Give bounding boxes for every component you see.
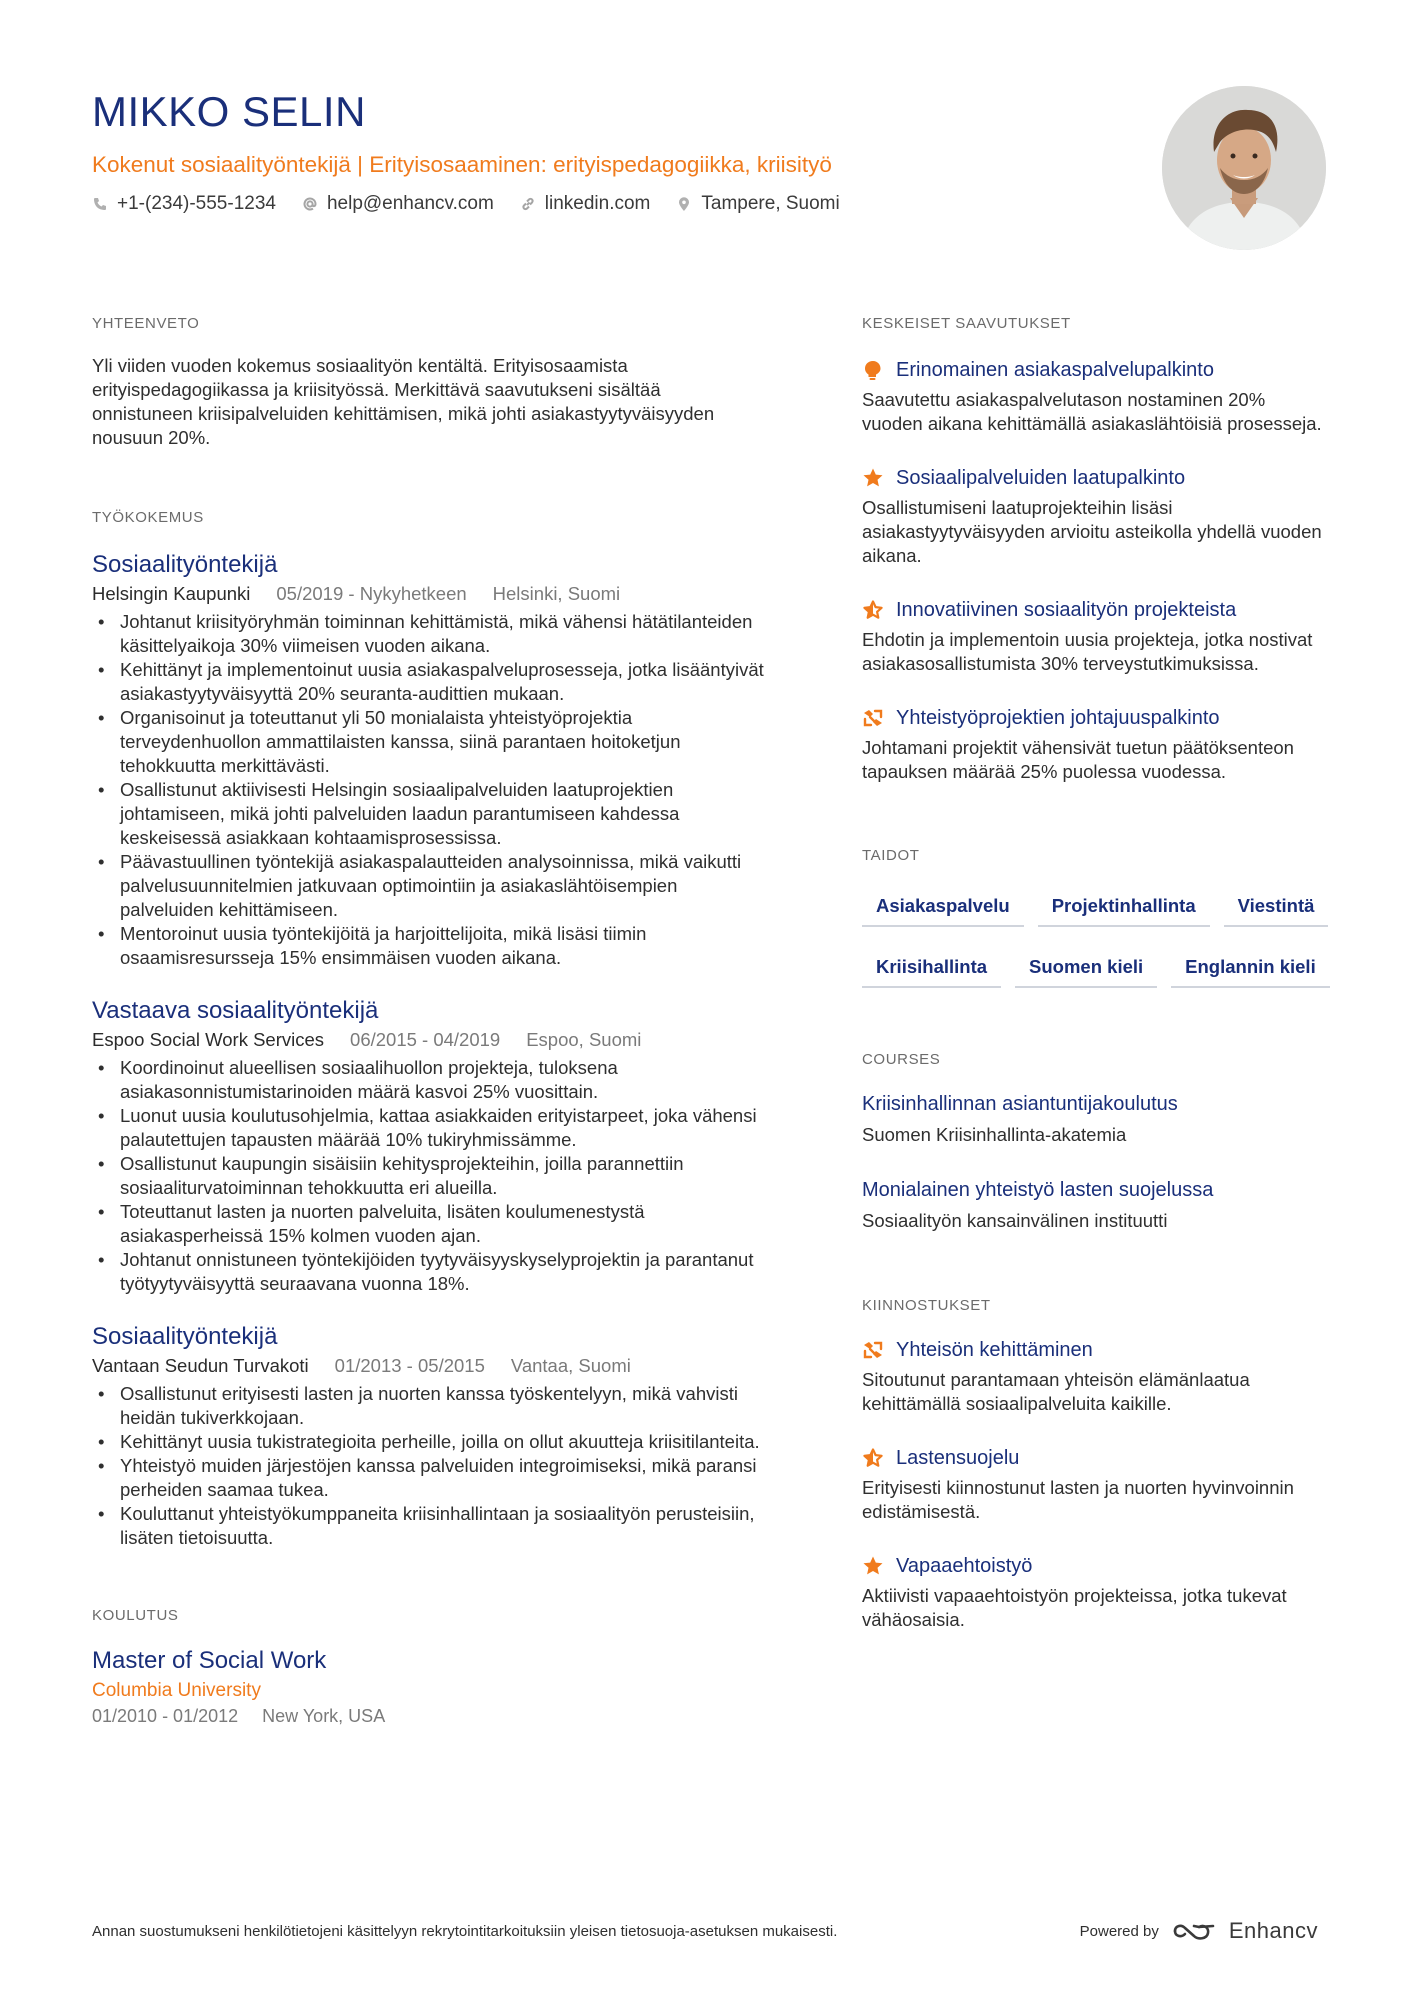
skill-tag: Suomen kieli [1015, 949, 1157, 988]
job-bullets [92, 1382, 792, 1550]
interest-desc: Erityisesti kiinnostunut lasten ja nuorten hyvinvoinnin edistämisestä. [862, 1477, 1294, 1522]
interests-heading: KIINNOSTUKSET [862, 1297, 991, 1314]
phone-icon [92, 196, 108, 212]
achievement-item [862, 464, 1332, 568]
job-meta [92, 1354, 792, 1378]
job-location: Helsinki, Suomi [492, 583, 621, 604]
candidate-title: Kokenut sosiaalityöntekijä | Erityisosaaminen: erityispedagogiikka, kriisityö [92, 152, 832, 177]
profile-photo [1162, 86, 1326, 250]
job-entry [92, 996, 792, 1296]
bullet-item: • Osallistunut aktiivisesti Helsingin sosiaalipalveluiden laatuprojektien johtamiseen, mikä johti palveluiden laadun parantumiseen kahdessa keskeisessä asiakkaan kohtaamisprosessissa. [92, 778, 772, 850]
interest-desc: Sitoutunut parantamaan yhteisön elämänlaatua kehittämällä sosiaalipalveluita kaikille. [862, 1369, 1250, 1414]
education-school: Columbia University [92, 1680, 261, 1701]
right-column [862, 314, 1332, 1632]
courses-heading: COURSES [862, 1051, 941, 1068]
bullet-item: • Johtanut kriisityöryhmän toiminnan kehittämistä, mikä vähensi hätätilanteiden käsittelyaikoja 30% viimeisen vuoden aikana. [92, 610, 772, 658]
education-meta [92, 1704, 792, 1728]
job-title: Sosiaalityöntekijä [92, 1323, 278, 1350]
achievement-title: Yhteistyöprojektien johtajuuspalkinto [896, 707, 1220, 729]
course-org: Sosiaalityön kansainvälinen instituutti [862, 1210, 1168, 1231]
contact-row [92, 190, 1142, 218]
consent-text: Annan suostumukseni henkilötietojeni käsittelyyn rekrytointitarkoituksiin yleisen tietosuoja-asetuksen mukaisesti. [92, 1922, 838, 1940]
interest-item [862, 1444, 1332, 1524]
job-location: Espoo, Suomi [526, 1029, 642, 1050]
job-dates: 01/2013 - 05/2015 [334, 1355, 485, 1376]
skills-list [862, 888, 1332, 988]
skill-tag: Asiakaspalvelu [862, 888, 1024, 927]
interest-item [862, 1336, 1332, 1416]
phone-text: +1-(234)-555-1234 [117, 193, 276, 214]
job-entry [92, 1322, 792, 1550]
job-title: Vastaava sosiaalityöntekijä [92, 997, 379, 1024]
skill-tag: Projektinhallinta [1038, 888, 1210, 927]
star-outline-icon [862, 599, 884, 621]
skill-tag: Kriisihallinta [862, 949, 1001, 988]
contact-location [676, 190, 839, 218]
handshake-icon [862, 707, 884, 729]
education-heading: KOULUTUS [92, 1607, 179, 1624]
location-pin-icon [676, 196, 692, 212]
achievement-head [862, 596, 1332, 624]
achievement-title: Innovatiivinen sosiaalityön projekteista [896, 599, 1237, 621]
education-degree: Master of Social Work [92, 1647, 327, 1674]
bullet-item: • Kehittänyt uusia tukistrategioita perheille, joilla on ollut akuutteja kriisitilanteita. [92, 1430, 772, 1454]
interests-section [862, 1296, 1332, 1632]
interest-head [862, 1444, 1332, 1472]
avatar [1162, 86, 1326, 250]
achievement-head [862, 356, 1332, 384]
achievement-desc: Osallistumiseni laatuprojekteihin lisäsi asiakastyytyväisyyden arvioitu asteikolla yhdellä vuoden aikana. [862, 497, 1322, 566]
job-bullets [92, 1056, 792, 1296]
courses-section [862, 1050, 1332, 1234]
job-dates: 05/2019 - Nykyhetkeen [276, 583, 467, 604]
bullet-item: • Koordinoinut alueellisen sosiaalihuollon projekteja, tuloksena asiakasonnistumistarinoiden määrä kasvoi 25% vuosittain. [92, 1056, 772, 1104]
star-icon [862, 1555, 884, 1577]
job-meta [92, 582, 792, 606]
skill-tag: Viestintä [1224, 888, 1329, 927]
bullet-item: • Yhteistyö muiden järjestöjen kanssa palveluiden integroimiseksi, mikä paransi perheiden saamaa tukea. [92, 1454, 772, 1502]
course-item [862, 1090, 1332, 1148]
interest-desc: Aktiivisti vapaaehtoistyön projekteissa, jotka tukevat vähäosaisia. [862, 1585, 1287, 1630]
achievement-head [862, 704, 1332, 732]
job-meta [92, 1028, 792, 1052]
achievement-desc: Ehdotin ja implementoin uusia projekteja, jotka nostivat asiakasosallistumista 30% terveystutkimuksissa. [862, 629, 1313, 674]
achievement-item [862, 356, 1332, 436]
interest-item [862, 1552, 1332, 1632]
link-icon [520, 196, 536, 212]
course-title: Monialainen yhteistyö lasten suojelussa [862, 1179, 1214, 1201]
job-company: Helsingin Kaupunki [92, 583, 251, 604]
achievement-desc: Johtamani projektit vähensivät tuetun päätöksenteon tapauksen määrää 25% puolessa vuodessa. [862, 737, 1294, 782]
summary-section [92, 314, 792, 450]
at-icon [302, 196, 318, 212]
contact-phone[interactable] [92, 190, 276, 218]
bullet-item: • Organisoinut ja toteuttanut yli 50 monialaista yhteistyöprojektia terveydenhuollon ammattilaisten kanssa, siinä parantaen hoitoketjun tehokkuutta merkittävästi. [92, 706, 772, 778]
bullet-item: • Johtanut onnistuneen työntekijöiden tyytyväisyyskyselyprojektin ja parantanut työtyytyväisyyttä seuraavana vuonna 18%. [92, 1248, 772, 1296]
course-item [862, 1176, 1332, 1234]
bullet-item: • Kehittänyt ja implementoinut uusia asiakaspalveluprosesseja, jotka lisääntyivät asiakastyytyväisyyttä 20% seuranta-audittien mukaan. [92, 658, 772, 706]
achievement-desc: Saavutettu asiakaspalvelutason nostaminen 20% vuoden aikana kehittämällä asiakaslähtöisiä prosesseja. [862, 389, 1322, 434]
bullet-item: • Päävastuullinen työntekijä asiakaspalautteiden analysoinnissa, mikä vaikutti palvelusuunnitelmien jatkuvaan optimointiin ja asiakaslähtöisempien palveluiden kehittämiseen. [92, 850, 772, 922]
education-section [92, 1606, 792, 1728]
bulb-icon [862, 359, 884, 381]
achievements-section [862, 314, 1332, 784]
course-title: Kriisinhallinnan asiantuntijakoulutus [862, 1093, 1178, 1115]
experience-section [92, 508, 792, 1550]
achievement-title: Sosiaalipalveluiden laatupalkinto [896, 467, 1186, 489]
interest-title: Lastensuojelu [896, 1447, 1020, 1469]
powered-by-text: Powered by [1079, 1922, 1159, 1940]
bullet-item: • Kouluttanut yhteistyökumppaneita kriisinhallintaan ja sosiaalityön perusteisiin, lisäten tietoisuutta. [92, 1502, 772, 1550]
brand-block[interactable] [1080, 1918, 1318, 1944]
footer [92, 1918, 1318, 1944]
bullet-item: • Mentoroinut uusia työntekijöitä ja harjoittelijoita, mikä lisäsi tiimin osaamisresursseja 15% ensimmäisen vuoden aikana. [92, 922, 772, 970]
brand-name: Enhancv [1228, 1918, 1318, 1943]
candidate-name: MIKKO SELIN [92, 88, 366, 135]
job-entry [92, 550, 792, 970]
achievement-title: Erinomainen asiakaspalvelupalkinto [896, 359, 1214, 381]
contact-email[interactable] [302, 190, 494, 218]
skill-tag: Englannin kieli [1171, 949, 1330, 988]
experience-heading: TYÖKOKEMUS [92, 509, 204, 526]
job-company: Vantaan Seudun Turvakoti [92, 1355, 309, 1376]
interest-title: Yhteisön kehittäminen [896, 1339, 1093, 1361]
enhancv-logo-icon [1171, 1920, 1217, 1942]
resume-header [92, 84, 1142, 218]
bullet-item: • Osallistunut erityisesti lasten ja nuorten kanssa työskentelyyn, mikä vahvisti heidän tukiverkkojaan. [92, 1382, 772, 1430]
achievement-item [862, 596, 1332, 676]
skills-section [862, 846, 1332, 988]
achievement-item [862, 704, 1332, 784]
job-company: Espoo Social Work Services [92, 1029, 325, 1050]
bullet-item: • Osallistunut kaupungin sisäisiin kehitysprojekteihin, joilla parannettiin sosiaaliturvatoiminnan tehokkuutta eri alueilla. [92, 1152, 772, 1200]
left-column [92, 314, 792, 1728]
linkedin-text: linkedin.com [544, 193, 651, 214]
interest-title: Vapaaehtoistyö [896, 1555, 1033, 1577]
summary-heading: YHTEENVETO [92, 315, 200, 332]
job-dates: 06/2015 - 04/2019 [350, 1029, 501, 1050]
education-dates: 01/2010 - 01/2012 [92, 1706, 239, 1726]
interest-head [862, 1552, 1332, 1580]
education-location: New York, USA [262, 1706, 386, 1726]
skills-heading: TAIDOT [862, 847, 920, 864]
interest-head [862, 1336, 1332, 1364]
summary-text: Yli viiden vuoden kokemus sosiaalityön kentältä. Erityisosaamista erityispedagogiikassa ja kriisityössä. Merkittävä saavutukseni sisältää onnistuneen kriisipalveluiden kehittämisen, mikä johti asiakastyytyväisyyden nousuun 20%. [92, 355, 715, 448]
achievement-head [862, 464, 1332, 492]
location-text: Tampere, Suomi [701, 193, 840, 214]
bullet-item: • Toteuttanut lasten ja nuorten palveluita, lisäten koulumenestystä asiakasperheissä 15% kolmen vuoden ajan. [92, 1200, 772, 1248]
course-org: Suomen Kriisinhallinta-akatemia [862, 1124, 1127, 1145]
email-text: help@enhancv.com [326, 193, 494, 214]
job-location: Vantaa, Suomi [510, 1355, 631, 1376]
star-outline-icon [862, 1447, 884, 1469]
job-bullets [92, 610, 792, 970]
handshake-icon [862, 1339, 884, 1361]
bullet-item: • Luonut uusia koulutusohjelmia, kattaa asiakkaiden erityistarpeet, joka vähensi palautettujen tapausten määrää 10% tukiryhmissämme. [92, 1104, 772, 1152]
achievements-heading: KESKEISET SAAVUTUKSET [862, 315, 1071, 332]
contact-linkedin[interactable] [520, 190, 651, 218]
star-icon [862, 467, 884, 489]
job-title: Sosiaalityöntekijä [92, 551, 278, 578]
